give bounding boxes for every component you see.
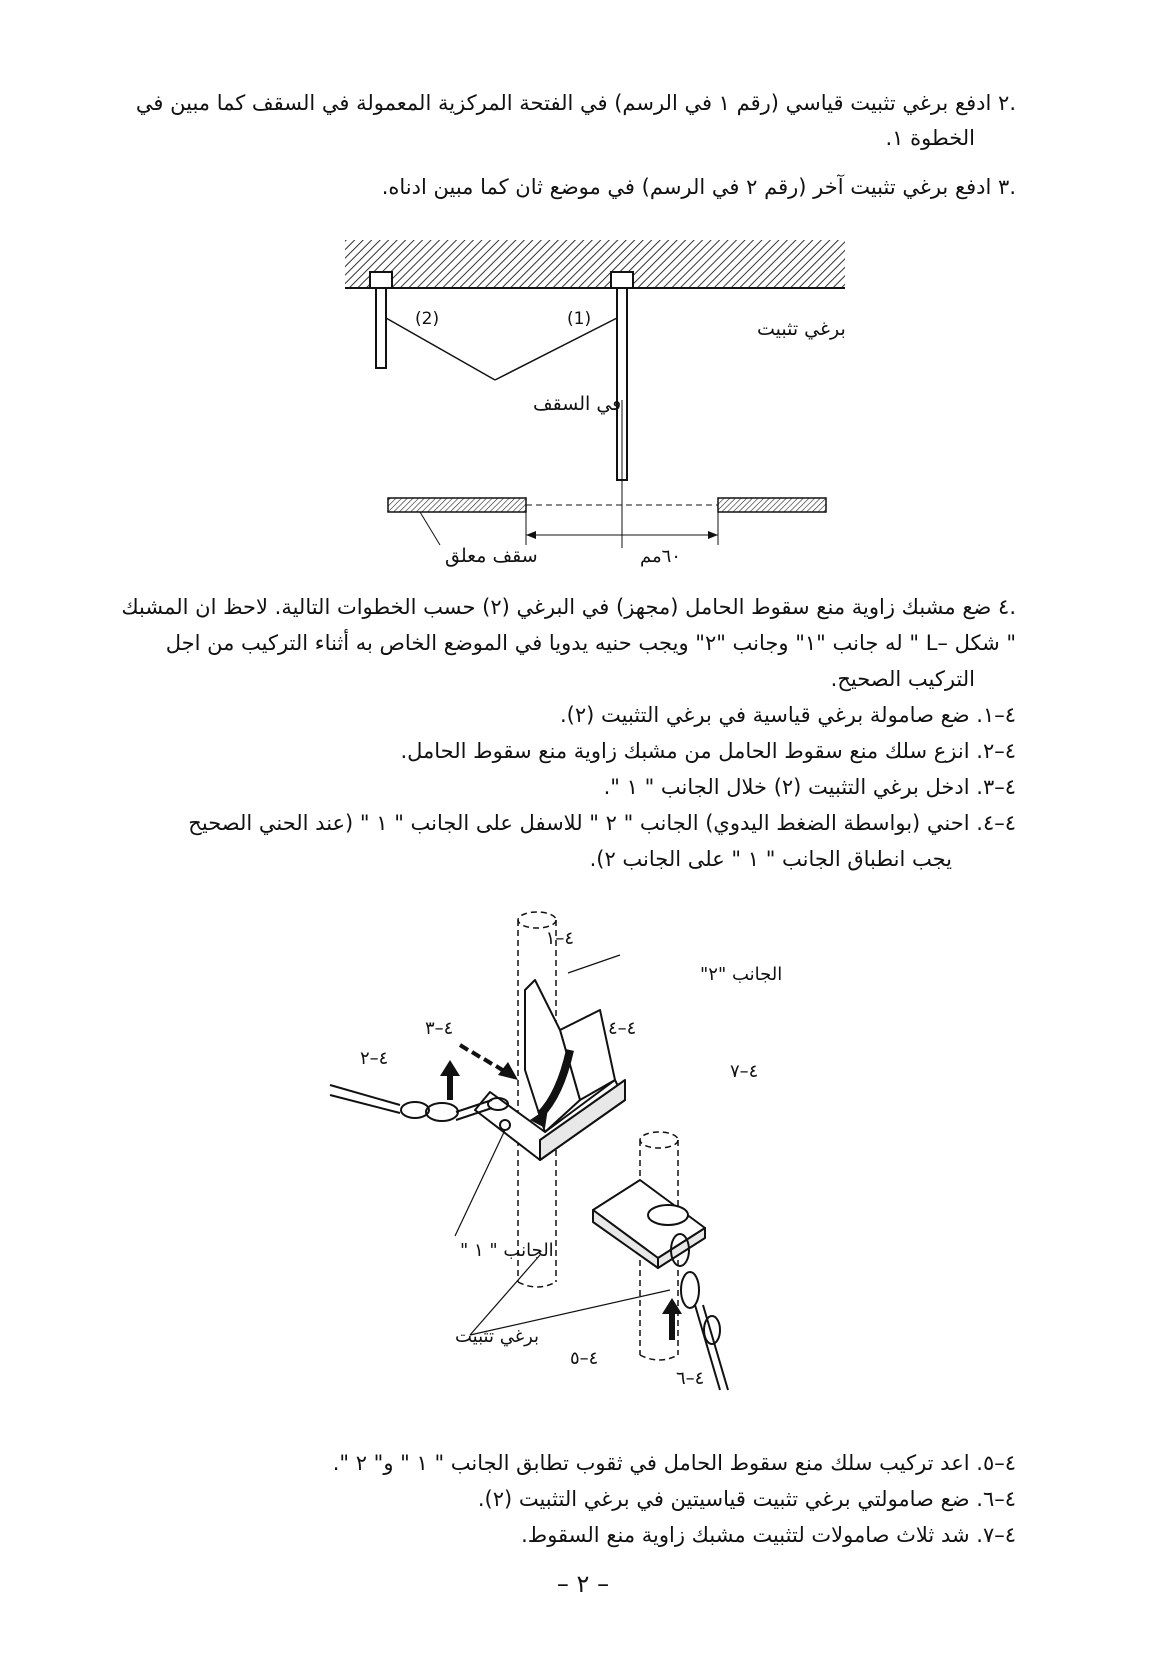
step-4-line-2: " شكل –L " له جانب "١" وجانب "٢" ويجب حنيه يدويا في الموضع الخاص به أثناء التركيب من اجل xyxy=(165,631,1016,655)
bolt-2-number-label: (2) xyxy=(415,309,440,329)
step-4-4-line-2: يجب انطباق الجانب " ١ " على الجانب ٢). xyxy=(589,847,952,871)
step-4-line-1: .٤ ضع مشبك زاوية منع سقوط الحامل (مجهز) في البرغي (٢) حسب الخطوات التالية. لاحظ ان المشبك xyxy=(121,595,1016,619)
step-4-1: ٤–١. ضع صامولة برغي قياسية في برغي التثبيت (٢). xyxy=(559,703,1016,727)
step-4-3: ٤–٣. ادخل برغي التثبيت (٢) خلال الجانب " ١ ". xyxy=(603,775,1016,799)
label-side-1: الجانب " ١ " xyxy=(460,1240,554,1261)
label-4-1: ٤–١ xyxy=(545,928,574,949)
in-ceiling-label: في السقف xyxy=(533,393,622,415)
anchor-bolt-label: برغي تثبيت xyxy=(757,318,846,340)
label-anchor-bolt: برغي تثبيت xyxy=(455,1326,540,1347)
label-4-5: ٤–٥ xyxy=(570,1348,599,1369)
dimension-label: ٦٠مم xyxy=(640,546,681,567)
label-4-3: ٤–٣ xyxy=(425,1018,454,1039)
label-side-2: الجانب "٢" xyxy=(700,964,783,985)
step-4-2: ٤–٢. انزع سلك منع سقوط الحامل من مشبك زاوية منع سقوط الحامل. xyxy=(400,739,1016,763)
suspended-ceiling-label: سقف معلق xyxy=(445,545,538,567)
label-4-2: ٤–٢ xyxy=(360,1048,389,1069)
step-2-line-1: .٢ ادفع برغي تثبيت قياسي (رقم ١ في الرسم) في الفتحة المركزية المعمولة في السقف كما مبين في xyxy=(135,91,1016,115)
label-4-7: ٤–٧ xyxy=(730,1061,759,1082)
label-4-6: ٤–٦ xyxy=(676,1368,705,1389)
bolt-1-number-label: (1) xyxy=(567,309,592,329)
step-4-4-line-1: ٤–٤. احني (بواسطة الضغط اليدوي) الجانب " ٢ " للاسفل على الجانب " ١ " (عند الحني الصحيح xyxy=(188,811,1016,835)
step-4-6: ٤–٦. ضع صامولتي برغي تثبيت قياسيتين في برغي التثبيت (٢). xyxy=(477,1487,1016,1511)
label-4-4: ٤–٤ xyxy=(608,1018,637,1039)
step-4-line-3: التركيب الصحيح. xyxy=(830,667,975,691)
page-number: – ٢ – xyxy=(556,1570,610,1598)
step-4-7: ٤–٧. شد ثلاث صامولات لتثبيت مشبك زاوية منع السقوط. xyxy=(521,1523,1016,1547)
bracket-upper xyxy=(475,980,625,1160)
step-4-5: ٤–٥. اعد تركيب سلك منع سقوط الحامل في ثقوب تطابق الجانب " ١ " و" ٢ ". xyxy=(332,1451,1016,1475)
step-2-line-2: الخطوة ١. xyxy=(885,126,975,150)
step-3: .٣ ادفع برغي تثبيت آخر (رقم ٢ في الرسم) في موضع ثان كما مبين ادناه. xyxy=(381,175,1016,199)
